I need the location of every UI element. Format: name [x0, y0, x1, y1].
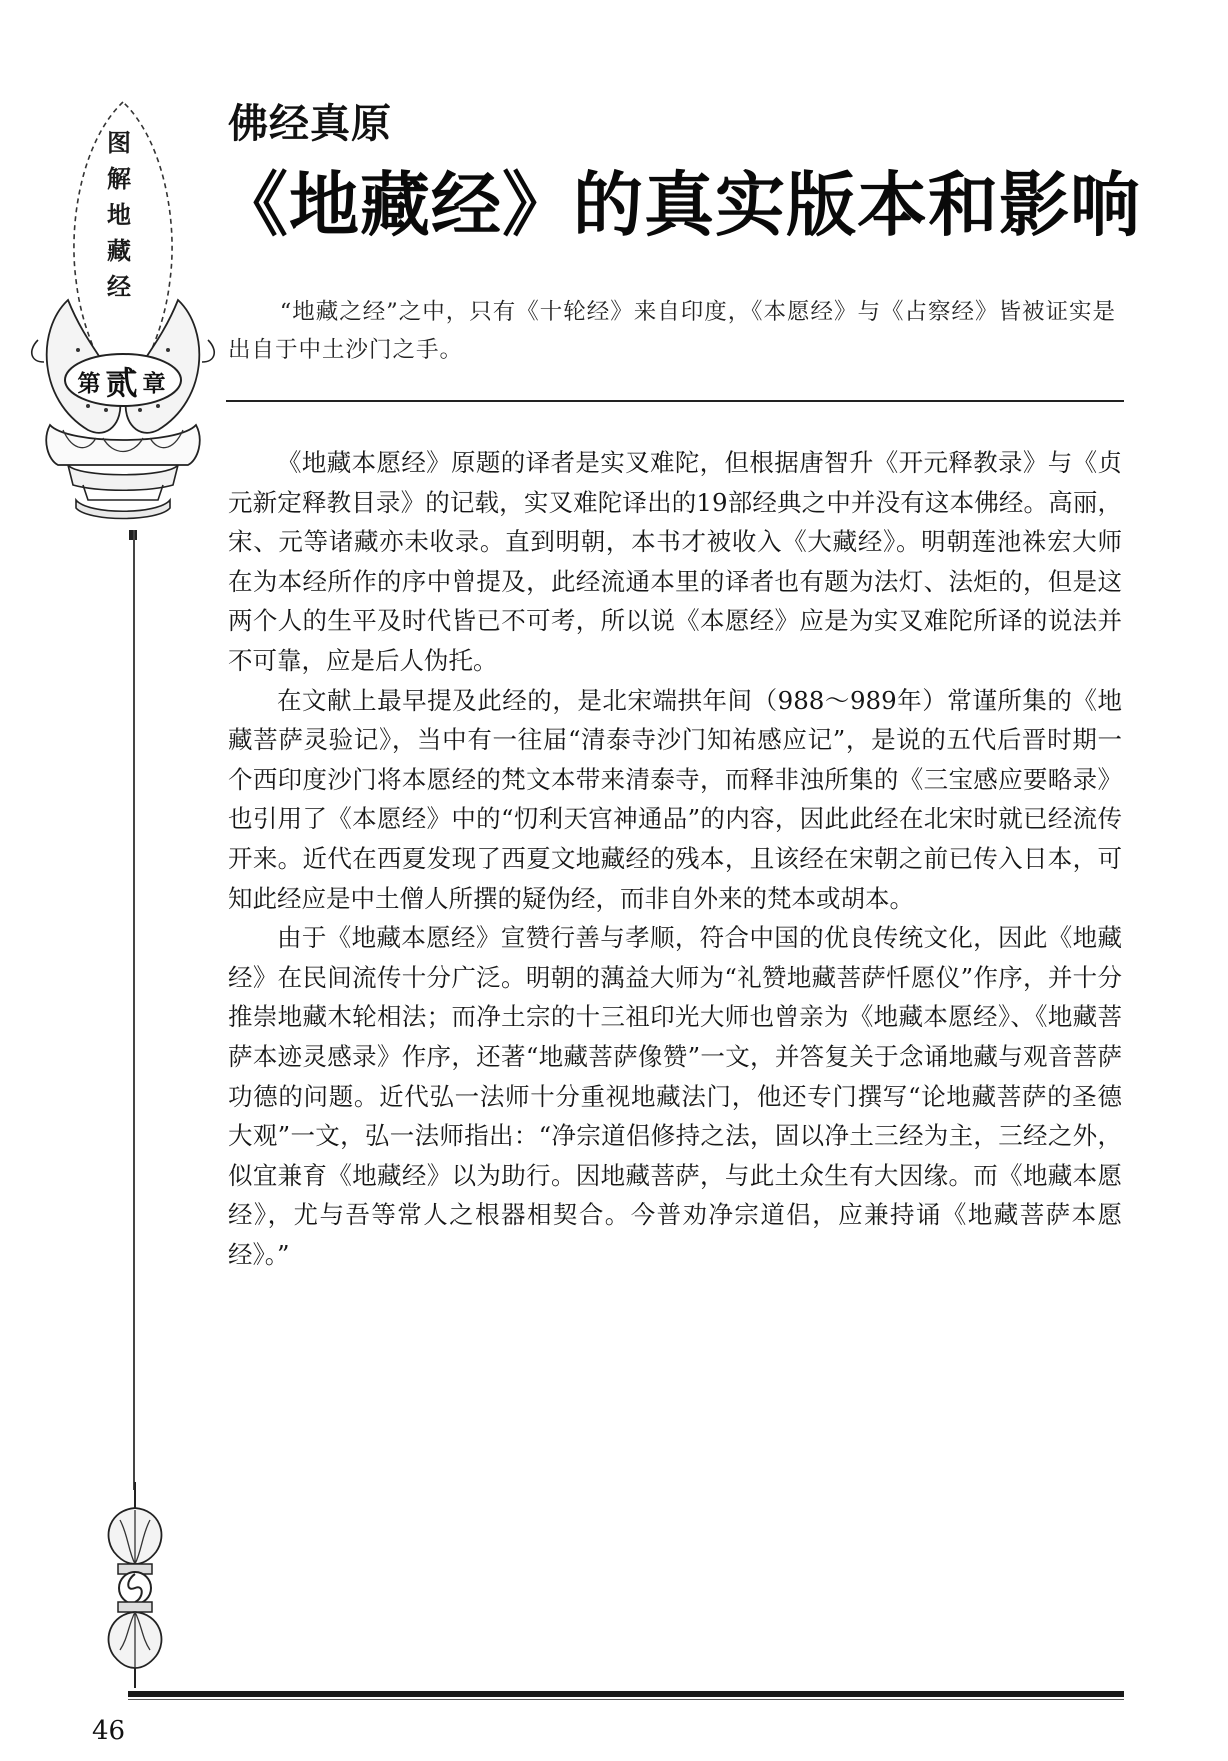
chapter-prefix: 第	[77, 370, 102, 397]
article-body	[228, 443, 1122, 1274]
vajra-ornament	[90, 1480, 180, 1690]
header-divider	[226, 400, 1124, 402]
chapter-number: 贰	[105, 364, 139, 402]
chapter-abstract: “地藏之经”之中，只有《十轮经》来自印度，《本愿经》与《占察经》皆被证实是出自于中土沙门之手。	[228, 299, 1117, 363]
page-title: 《地藏经》的真实版本和影响	[218, 164, 1141, 246]
body-paragraph: 在文献上最早提及此经的，是北宋端拱年间（988～989年）常谨所集的《地藏菩萨灵验记》，当中有一往届“清泰寺沙门知祐感应记”，是说的五代后晋时期一个西印度沙门将本愿经的梵文本带来清泰寺，而释非浊所集的《三宝感应要略录》也引用了《本愿经》中的“忉利天宫神通品”的内容，因此此经在北宋时就已经流传开来。近代在西夏发现了西夏文地藏经的残本，且该经在宋朝之前已传入日本，可知此经应是中土僧人所撰的疑伪经，而非自外来的梵本或胡本。	[228, 685, 1122, 913]
vertical-title-char: 经	[107, 273, 131, 301]
footer-rule	[128, 1691, 1124, 1697]
vertical-title-char: 藏	[107, 237, 131, 265]
body-paragraph: 《地藏本愿经》原题的译者是实叉难陀，但根据唐智升《开元释教录》与《贞元新定释教目录》的记载，实叉难陀译出的19部经典之中并没有这本佛经。高丽，宋、元等诸藏亦未收录。直到明朝，本书才被收入《大藏经》。明朝莲池袾宏大师在为本经所作的序中曾提及，此经流通本里的译者也有题为法灯、法炬的，但是这两个人的生平及时代皆已不可考，所以说《本愿经》应是为实叉难陀所译的说法并不可靠，应是后人伪托。	[228, 448, 1122, 675]
body-paragraph: 由于《地藏本愿经》宣赞行善与孝顺，符合中国的优良传统文化，因此《地藏经》在民间流传十分广泛。明朝的蕅益大师为“礼赞地藏菩萨忏愿仪”作序，并十分推崇地藏木轮相法；而净土宗的十三祖印光大师也曾亲为《地藏本愿经》、《地藏菩萨本迹灵感录》作序，还著“地藏菩萨像赞”一文，并答复关于念诵地藏与观音菩萨功德的问题。近代弘一法师十分重视地藏法门，他还专门撰写“论地藏菩萨的圣德大观”一文，弘一法师指出：“净宗道侣修持之法，固以净土三经为主，三经之外，似宜兼育《地藏经》以为助行。因地藏菩萨，与此土众生有大因缘。而《地藏本愿经》，尤与吾等常人之根器相契合。今普劝净宗道侣，应兼持诵《地藏菩萨本愿经》。”	[228, 923, 1122, 1269]
section-kicker: 佛经真原	[228, 101, 392, 147]
chapter-suffix: 章	[142, 370, 167, 397]
vertical-title-char: 地	[107, 201, 131, 229]
footer-rule-thin	[128, 1699, 1124, 1700]
side-rule	[133, 530, 135, 1490]
page-number: 46	[92, 1716, 126, 1746]
chapter-badge	[66, 358, 178, 404]
vertical-title-char: 图	[107, 129, 131, 157]
vertical-title-char: 解	[107, 165, 131, 193]
book-vertical-title	[99, 128, 139, 302]
